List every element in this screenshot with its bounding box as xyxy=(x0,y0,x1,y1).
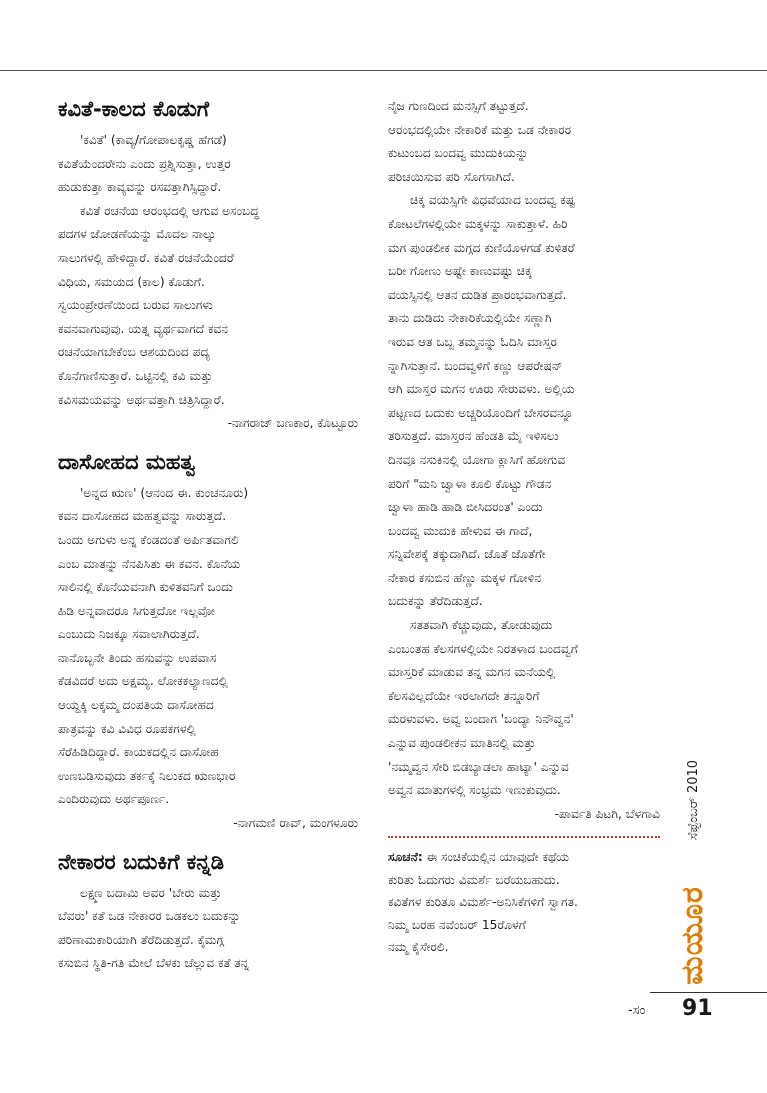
article-body xyxy=(58,882,358,976)
text-line: ದಿನವೂ ನಸುಕಿನಲ್ಲಿ ಯೋಗಾ ಕ್ಲಾಸಿಗೆ ಹೋಗುವ xyxy=(388,452,566,467)
footer-rule xyxy=(650,992,767,993)
text-line: ಅವ್ವನ ಮಾತುಗಳಲ್ಲಿ ಸಂಭ್ರಮ ಇಣುಕುವುದು. xyxy=(388,783,561,798)
text-line: ಎಂಬಂತಹ ಕೆಲಸಗಳಲ್ಲಿಯೇ ನಿರತಳಾದ ಬಂದವ್ವಗೆ xyxy=(388,641,578,656)
text-line: ರಚನೆಯಾಗಬೇಕೆಂಬ ಆಶಯದಿಂದ ಪದ್ಯ xyxy=(58,345,210,360)
text-line: ಪಾತ್ರವನ್ನು ಕವಿ ವಿವಿಧ ರೂಪಕಗಳಲ್ಲಿ xyxy=(58,721,196,736)
note-line: ನಮ್ಮ ಕೈಸೇರಲಿ. xyxy=(388,940,449,955)
text-line: ಎನ್ನುವ ಪುಂಡಲೀಕನ ಮಾತಿನಲ್ಲಿ ಮತ್ತು xyxy=(388,736,536,751)
left-column xyxy=(58,95,358,988)
article-byline: -ನಾಗರಾಜ್ ಬಣಕಾರ, ಕೊಟ್ಟೂರು xyxy=(227,416,358,431)
text-line: ಕಸುಬಿನ ಸ್ಥಿತಿ-ಗತಿ ಮೇಲೆ ಬೆಳಕು ಚೆಲ್ಲುವ ಕತೆ ತನ್ನ xyxy=(58,956,250,971)
text-line: ಕವಿತೆ ರಚನೆಯ ಆರಂಭದಲ್ಲಿ ಆಗುವ ಅಸಂಬದ್ಧ xyxy=(80,203,260,218)
note-line: ಈ ಸಂಚಿಕೆಯಲ್ಲಿನ ಯಾವುದೇ ಕಥೆಯ xyxy=(422,850,570,865)
text-line: ಕವನ ದಾಸೋಹದ ಮಹತ್ವವನ್ನು ಸಾರುತ್ತದೆ. xyxy=(58,509,227,524)
text-line: ಕವನವಾಗುವುವು. ಯತ್ನ ವ್ಯರ್ಥವಾಗದೆ ಕವನ xyxy=(58,321,229,336)
note-line: ಕವಿತೆಗಳ ಕುರಿತೂ ವಿಮರ್ಶೆ-ಅನಿಸಿಕೆಗಳಿಗೆ ಸ್ವಾಗತ. xyxy=(388,895,578,910)
text-line: ಸೆರೆಹಿಡಿದಿದ್ದಾರೆ. ಕಾಯಕದಲ್ಲಿನ ದಾಸೋಹ xyxy=(58,745,219,760)
text-line: ನೇಕಾರ ಕಸುಬಿನ ಹೆಣ್ಣು ಮಕ್ಕಳ ಗೋಳಿನ xyxy=(388,570,542,585)
text-line: ಪರಿಚಯಿಸುವ ಪರಿ ಸೊಗಸಾಗಿದೆ. xyxy=(388,169,515,184)
article-body xyxy=(58,129,358,412)
text-line: ಸಾಲಿನಲ್ಲಿ ಕೊನೆಯವನಾಗಿ ಕುಳಿತವನಿಗೆ ಒಂದು xyxy=(58,580,233,595)
text-line: ಬದುಕನ್ನು ತೆರೆದಿಡುತ್ತದೆ. xyxy=(388,594,483,609)
note-line: ಕುರಿತು ಓದುಗರು ವಿಮರ್ಶೆ ಬರೆಯಬಹುದು. xyxy=(388,872,560,887)
text-line: ತಾನು ದುಡಿದು ನೇಕಾರಿಕೆಯಲ್ಲಿಯೇ ಸಣ್ಣಾಗಿ xyxy=(388,311,552,326)
text-line: ಉಣಬಡಿಸುವುದು ತರ್ಕಕ್ಕೆ ನಿಲುಕದ ಋಣಭಾರ xyxy=(58,768,236,783)
article-kavite xyxy=(58,95,358,436)
text-line: ಕೊನೆಗಾಣಿಸುತ್ತಾರೆ. ಒಟ್ಟಿನಲ್ಲಿ ಕವಿ ಮತ್ತು xyxy=(58,368,213,383)
article-nekarara xyxy=(58,848,358,976)
text-line: ಆಯ್ದಕ್ಕಿ ಲಕ್ಕಮ್ಮ ದಂಪತಿಯ ದಾಸೋಹದ xyxy=(58,698,214,713)
text-line: 'ಅನ್ನದ ಋಣ' (ಆನಂದ ಈ. ಕುಂಚನೂರು) xyxy=(80,485,249,500)
text-line: ಆಗಿ ಮಾಸ್ತರ ಮಗನ ಊರು ಸೇರುವಳು. ಅಲ್ಲಿಯ xyxy=(388,382,575,397)
text-line: ಕವಿಸಮಯವನ್ನು ಅರ್ಥವತ್ತಾಗಿ ಚಿತ್ರಿಸಿದ್ದಾರೆ. xyxy=(58,392,225,407)
note-first-line xyxy=(388,846,660,869)
text-line: ಇರುವ ಆತ ಒಬ್ಬ ತಮ್ಮನನ್ನು ಓದಿಸಿ ಮಾಸ್ತರ xyxy=(388,334,557,349)
article-byline: -ನಾಗಮಣಿ ರಾವ್, ಮಂಗಳೂರು xyxy=(233,816,358,831)
text-line: ಒಂದು ಅಗುಳು ಅನ್ನ ಕೆಂಡದಂತೆ ಅರ್ಪಿತವಾಗಲಿ xyxy=(58,532,239,547)
article-title: ಕವಿತೆ-ಕಾಲದ ಕೊಡುಗೆ xyxy=(58,97,209,121)
text-line: ವಯಸ್ಸಿನಲ್ಲಿ ಆತನ ದುಡಿತ ಪ್ರಾರಂಭವಾಗುತ್ತದೆ. xyxy=(388,287,567,302)
text-line: ಕವಿತೆಯೆಂದರೇನು ಎಂದು ಪ್ರಶ್ನಿಸುತ್ತಾ, ಉತ್ತರ xyxy=(58,156,231,171)
text-line: ನೈಜ ಗುಣದಿಂದ ಮನಸ್ಸಿಗೆ ತಟ್ಟುತ್ತದೆ. xyxy=(388,99,529,113)
text-line: ಕುಟುಂಬದ ಬಂದವ್ವ ಮುದುಕಿಯನ್ನು xyxy=(388,146,529,161)
text-line: ನಾನೊಬ್ಬನೇ ತಿಂದು ಹಸುವನ್ನು ಉಪವಾಸ xyxy=(58,650,217,665)
note-label: ಸೂಚನೆ: xyxy=(388,850,423,865)
text-line: ಎಂದಿರುವುದು ಅರ್ಥಪೂರ್ಣ. xyxy=(58,792,170,807)
text-line: ಕೋಟಲೆಗಳಲ್ಲಿಯೇ ಮಕ್ಕಳನ್ನು ಸಾಕುತ್ತಾಳೆ. ಹಿರಿ xyxy=(388,216,568,231)
text-line: ಆರಂಭದಲ್ಲಿಯೇ ನೇಕಾರಿಕೆ ಮತ್ತು ಒಡ ನೇಕಾರರ xyxy=(388,122,572,137)
article-body xyxy=(58,482,358,812)
page-number: 91 xyxy=(682,996,713,1021)
issue-date: ಸೆಪ್ಟೆಂಬರ್ 2010 xyxy=(686,759,701,840)
text-line: ಸ್ವಯಂಪ್ರೇರಣೆಯಿಂದ ಬರುವ ಸಾಲುಗಳು xyxy=(58,298,213,313)
text-line: ವಿಧಿಯ, ಸಮಯದ (ಕಾಲ) ಕೊಡುಗೆ. xyxy=(58,274,205,289)
text-line: ಎಂಬುದು ನಿಜಕ್ಕೂ ಸವಾಲಾಗಿರುತ್ತದೆ. xyxy=(58,627,200,642)
editor-note xyxy=(388,846,660,959)
article-body-continued xyxy=(388,95,660,803)
text-line: 'ಕವಿತೆ' (ಕಾವ್ಯ/ಗೋಪಾಲಕೃಷ್ಣ ಹೆಗಡೆ) xyxy=(80,133,227,147)
text-line: ಸನ್ನಿವೇಶಕ್ಕೆ ತಕ್ಕುದಾಗಿದೆ. ಜೊತೆ ಜೊತೆಗೇ xyxy=(388,547,546,562)
article-title: ದಾಸೋಹದ ಮಹತ್ವ xyxy=(58,449,196,474)
text-line: ಹುಡುಕುತ್ತಾ ಕಾವ್ಯವನ್ನು ರಸವತ್ತಾಗಿಸ್ಸಿದ್ದಾರೆ. xyxy=(58,180,222,195)
text-line: ಕೆಡವಿದರೆ ಅದು ಅಕ್ಷಮ್ಯ. ಲೋಕಕಲ್ಯಾಣದಲ್ಲಿ xyxy=(58,674,228,689)
text-line: ಬಂದವ್ವ ಮುದುಕಿ ಹೇಳುವ ಈ ಗಾದೆ, xyxy=(388,523,533,538)
text-line: ನ್ನಾಗಿಸುತ್ತಾನೆ. ಬಂದವ್ವಳಿಗೆ ಕಣ್ಣು ಆಪರೇಷನ್ xyxy=(388,358,563,373)
article-byline: -ಪಾರ್ವತಿ ಪಿಟಗಿ, ಬೆಳಗಾವಿ xyxy=(554,806,660,821)
text-line: ಬರೀ ಗೋಣು ಅಷ್ಟೇ ಕಾಣುವಷ್ಟು ಚಿಕ್ಕ xyxy=(388,264,532,279)
text-line: ಚಿಕ್ಕ ವಯಸ್ಸಿಗೇ ವಿಧವೆಯಾದ ಬಂದವ್ವ ಕಷ್ಟ xyxy=(410,193,575,208)
text-line: ಮಾಸ್ತರಿಕೆ ಮಾಡುವ ತನ್ನ ಮಗನ ಮನೆಯಲ್ಲಿ xyxy=(388,665,556,680)
text-line: ಪರಿಣಾಮಕಾರಿಯಾಗಿ ತೆರೆದಿಡುತ್ತದೆ. ಕೈಮಗ್ಗ xyxy=(58,932,224,947)
text-line: ಹಿಡಿ ಅನ್ನವಾದರೂ ಸಿಗುತ್ತದೋ ಇಲ್ಲವೋ xyxy=(58,603,215,618)
brand-logo-text: ಮಯೂರ xyxy=(674,885,710,985)
text-line: ಜ್ವಾಳಾ ಹಾಡಿ ಹಾಡಿ ಬೀಸಿದರಂತ' ಎಂದು xyxy=(388,500,543,515)
text-line: ತರಿಸುತ್ತದೆ. ಮಾಸ್ತರನ ಹೆಂಡತಿ ಮೈ ಇಳಿಸಲು xyxy=(388,429,559,444)
text-line: ಸಾಲುಗಳಲ್ಲಿ ಹೇಳಿದ್ದಾರೆ. ಕವಿತೆ ರಚನೆಯೆಂದರೆ xyxy=(58,250,234,265)
text-line: ಪರಿಗೆ "ಮನಿ ಜ್ವಾಳಾ ಕೂಲಿ ಕೊಟ್ಟು ಗೌಡನ xyxy=(388,476,552,491)
text-line: ಮಗ ಪುಂಡಲೀಕ ಮಗ್ಗದ ಕುಣಿಯೊಳಗಡೆ ಕುಳಿತರೆ xyxy=(388,240,575,255)
text-line: ಸತತವಾಗಿ ಕೆಚ್ಚುವುದು, ತೋಡುವುದು xyxy=(410,618,553,633)
text-line: ಪದಗಳ ಜೋಡಣೆಯನ್ನು ಮೊದಲ ನಾಲ್ಕು xyxy=(58,227,216,242)
magazine-brand xyxy=(676,880,708,990)
text-line: ಪಟ್ಟಣದ ಬದುಕು ಅಚ್ಚರಿಯೊಂದಿಗೆ ಬೇಸರವನ್ನೂ xyxy=(388,405,574,420)
editor-signature: -ಸಂ xyxy=(628,1003,646,1018)
text-line: ಮರಳುವಳು. ಅವ್ವ ಬಂದಾಗ 'ಬಂದ್ಯಾ ನಿನೌವ್ವನ' xyxy=(388,712,574,727)
note-line: ನಿಮ್ಮ ಬರಹ ನವೆಂಬರ್ 15ರೊಳಗೆ xyxy=(388,917,526,932)
dotted-divider xyxy=(388,836,660,838)
article-dasoha xyxy=(58,448,358,836)
right-column xyxy=(388,95,660,959)
text-line: ಬೆವರು' ಕತೆ ಒಡ ನೇಕಾರರ ಒಡಕಲು ಬದುಕನ್ನು xyxy=(58,909,241,924)
top-rule xyxy=(0,70,767,71)
text-line: ಎಂಬ ಮಾತನ್ನು ನೆನಪಿಸಿತು ಈ ಕವನ. ಕೊನೆಯ xyxy=(58,556,241,571)
text-line: ಕೆಲಸವಿಲ್ಲದೆಯೇ ಇರಲಾಗದೇ ತನ್ನೂರಿಗೆ xyxy=(388,688,540,703)
text-line: ಲಕ್ಷ್ಮಣ ಬದಾಮಿ ಅವರ 'ಬೇರು ಮತ್ತು xyxy=(80,885,222,900)
article-title: ನೇಕಾರರ ಬದುಕಿಗೆ ಕನ್ನಡಿ xyxy=(58,849,224,874)
text-line: 'ನಮ್ಮವ್ವನ ಸೇರಿ ಬಿಡಬ್ಯಾಡಲಾ ಹಾಟ್ಯಾ' ಎನ್ನುವ xyxy=(388,759,569,774)
